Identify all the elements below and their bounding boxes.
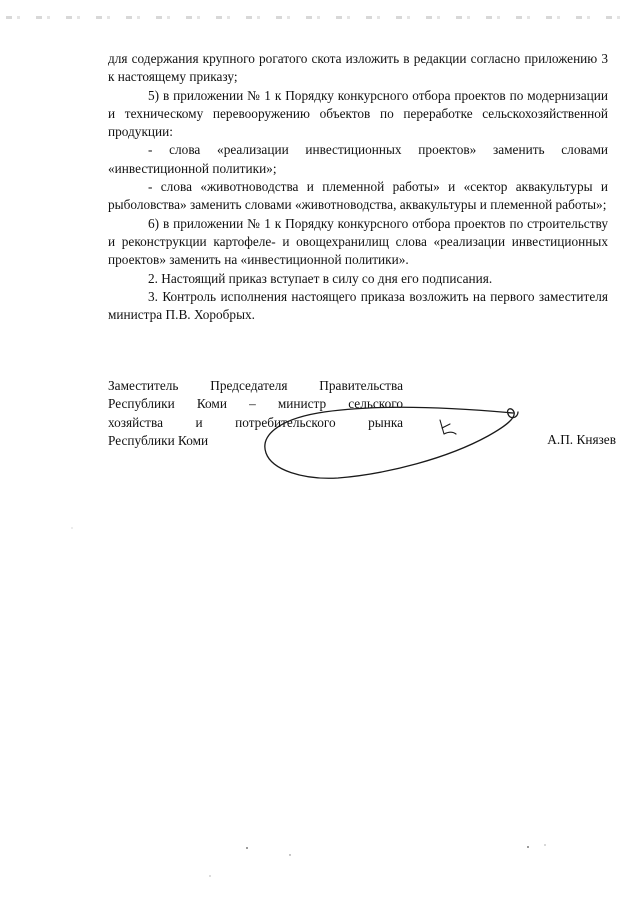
paragraph: 6) в приложении № 1 к Порядку конкурсного отбора проектов по строительству и реконструкции картофеле- и овощехранилищ слова «реализации инвестиционных проектов» заменить на «инвестиционной политики». <box>108 215 608 268</box>
paragraph: 5) в приложении № 1 к Порядку конкурсного отбора проектов по модернизации и техническому перевооружению объектов по переработке сельскохозяйственной продукции: <box>108 87 608 140</box>
paragraph: для содержания крупного рогатого скота изложить в редакции согласно приложению 3 к настоящему приказу; <box>108 51 608 85</box>
signer-title-line: Республики Коми – министр сельского <box>108 396 403 412</box>
paragraph: - слова «реализации инвестиционных проектов» заменить словами «инвестиционной политики»; <box>108 142 608 176</box>
signer-title-line: хозяйства и потребительского рынка <box>108 414 403 430</box>
paragraph: 3. Контроль исполнения настоящего приказа возложить на первого заместителя министра П.В. Хоробрых. <box>108 288 608 323</box>
paragraph: - слова «животноводства и племенной работы» и «сектор аквакультуры и рыболовства» заменить словами «животноводства, аквакультуры и племенной работы»; <box>108 179 608 213</box>
signer-title-line: Республики Коми <box>108 432 209 448</box>
paragraph: 2. Настоящий приказ вступает в силу со дня его подписания. <box>148 270 493 286</box>
signer-name: А.П. Князев <box>547 432 616 447</box>
signer-title-line: Заместитель Председателя Правительства <box>108 378 403 393</box>
